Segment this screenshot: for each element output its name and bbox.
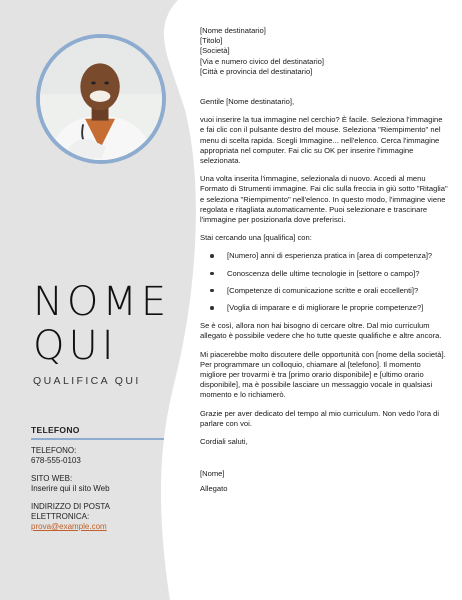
address-line: [Via e numero civico del destinatario]: [200, 56, 324, 66]
name-first: NOME: [33, 279, 171, 325]
list-item: [Voglia di imparare e di migliorare le proprie competenze?]: [200, 303, 448, 313]
email-link[interactable]: prova@example.com: [31, 522, 107, 531]
contact-heading: TELEFONO: [31, 425, 80, 435]
person-photo-icon: [40, 38, 162, 160]
contact-divider: [31, 438, 164, 440]
contact-section: [31, 425, 166, 540]
phone-label: TELEFONO:: [31, 446, 77, 455]
website-value: Inserire qui il sito Web: [31, 484, 110, 493]
phone-value: 678-555-0103: [31, 456, 81, 465]
paragraph: Se è così, allora non hai bisogno di cercare oltre. Dal mio curriculum allegato è possibile vedere che ho tutte queste qualifiche e altre ancora.: [200, 321, 442, 341]
website-label: SITO WEB:: [31, 474, 73, 483]
list-item: [Competenze di comunicazione scritte e orali eccellenti]?: [200, 286, 448, 296]
job-title: QUALIFICA QUI: [33, 375, 141, 387]
profile-photo[interactable]: [36, 34, 166, 164]
signature: [Nome]: [200, 469, 225, 479]
paragraph: Grazie per aver dedicato del tempo al mio curriculum. Non vedo l'ora di parlare con voi.: [200, 408, 440, 428]
address-line: [Società]: [200, 46, 230, 56]
address-line: [Città e provincia del destinatario]: [200, 66, 313, 76]
enclosure: Allegato: [200, 483, 228, 493]
letter-body: [200, 18, 448, 502]
paragraph: Mi piacerebbe molto discutere delle opportunità con [nome della società]. Per programmare un colloquio, chiamare al [telefono]. Il momento migliore per trovarmi è tra [primo orario disponibile] e [ultimo orario disponibile], ma è possibile lasciare un messaggio vocale in qualsiasi momento e lo richiamerò.: [200, 349, 446, 400]
address-line: [Titolo]: [200, 36, 223, 46]
list-item: Conoscenza delle ultime tecnologie in [settore o campo]?: [200, 269, 448, 279]
applicant-name: [33, 280, 183, 368]
paragraph: vuoi inserire la tua immagine nel cerchio? È facile. Seleziona l'immagine e fai clic con il pulsante destro del mouse. Seleziona "Riempimento" nel menu di scelta rapida. Scegli Immagine... nell'elenco. Cerca l'immagine appropriata nel computer. Fai clic su OK per inserire l'immagine selezionata.: [200, 115, 443, 166]
salutation: Gentile [Nome destinatario],: [200, 97, 295, 107]
paragraph: Stai cercando una [qualifica] con:: [200, 233, 312, 243]
email-label: INDIRIZZO DI POSTA ELETTRONICA:: [31, 502, 110, 521]
qualifications-list: [200, 251, 448, 313]
name-last: QUI: [33, 323, 118, 369]
paragraph: Una volta inserita l'immagine, selezionala di nuovo. Accedi al menu Formato di Strumenti immagine. Fai clic sulla freccia in giù sotto "Ritaglia" e seleziona "Riempimento" nell'elenco. In questo modo, l'immagine viene regolata e ritagliata automaticamente. Puoi selezionare e trascinare l'immagine per posizionarla dove preferisci.: [200, 174, 448, 225]
closing: Cordiali saluti,: [200, 437, 248, 447]
address-line: [Nome destinatario]: [200, 26, 266, 35]
list-item: [Numero] anni di esperienza pratica in [area di competenza]?: [200, 251, 448, 261]
